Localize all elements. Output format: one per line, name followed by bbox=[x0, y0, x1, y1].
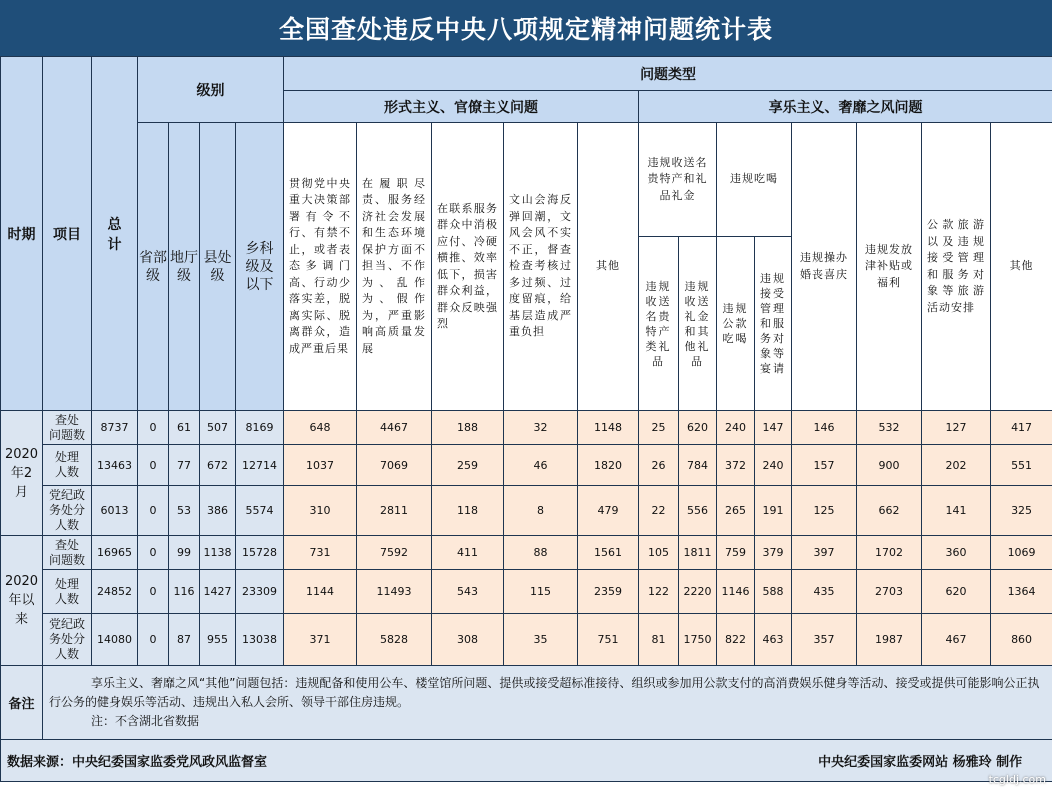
row-item-label: 党纪政 务处分 人数 bbox=[43, 614, 92, 666]
data-cell: 105 bbox=[639, 536, 679, 570]
formalism-col-1: 贯彻党中央重大决策部署有令不行、有禁不止，或者表态多调门高、行动少落实差，脱离实际、脱离群众，造成严重后果 bbox=[284, 123, 357, 411]
row-item-label: 党纪政 务处分 人数 bbox=[43, 486, 92, 536]
data-cell: 507 bbox=[200, 411, 236, 445]
data-cell: 551 bbox=[991, 445, 1052, 486]
data-cell: 61 bbox=[169, 411, 200, 445]
data-cell: 7069 bbox=[357, 445, 432, 486]
notes-line-2: 注：不含湖北省数据 bbox=[91, 714, 200, 728]
data-cell: 0 bbox=[138, 411, 169, 445]
hedonism-col-tourism: 公款旅游以及违规接受管理和服务对象等旅游活动安排 bbox=[922, 123, 991, 411]
table-row bbox=[1, 486, 1052, 536]
data-cell: 411 bbox=[432, 536, 504, 570]
row-item-label: 查处 问题数 bbox=[43, 411, 92, 445]
data-cell: 2220 bbox=[679, 570, 717, 614]
data-cell: 13463 bbox=[92, 445, 138, 486]
col-header-hedonism: 享乐主义、奢靡之风问题 bbox=[639, 91, 1052, 123]
data-cell: 397 bbox=[792, 536, 857, 570]
col-header-period: 时期 bbox=[1, 57, 43, 411]
data-cell: 310 bbox=[284, 486, 357, 536]
data-cell: 759 bbox=[717, 536, 755, 570]
data-cell: 202 bbox=[922, 445, 991, 486]
data-cell: 240 bbox=[755, 445, 792, 486]
notes-line-1: 享乐主义、奢靡之风“其他”问题包括：违规配备和使用公车、楼堂馆所问题、提供或接受超标准接待、组织或参加用公款支付的高消费娱乐健身等活动、接受或提供可能影响公正执行公务的健身娱乐等活动、违规出入私人会所、领导干部住房违规。 bbox=[49, 676, 1040, 709]
data-cell: 662 bbox=[857, 486, 922, 536]
data-cell: 35 bbox=[504, 614, 578, 666]
data-cell: 118 bbox=[432, 486, 504, 536]
data-cell: 87 bbox=[169, 614, 200, 666]
data-cell: 371 bbox=[284, 614, 357, 666]
data-cell: 731 bbox=[284, 536, 357, 570]
gift-col-specialty: 违规收送名贵特产类礼品 bbox=[639, 237, 679, 411]
col-header-item: 项目 bbox=[43, 57, 92, 411]
data-cell: 860 bbox=[991, 614, 1052, 666]
data-cell: 386 bbox=[200, 486, 236, 536]
data-cell: 88 bbox=[504, 536, 578, 570]
data-cell: 1427 bbox=[200, 570, 236, 614]
table-row bbox=[1, 614, 1052, 666]
data-cell: 0 bbox=[138, 570, 169, 614]
page-title: 全国查处违反中央八项规定精神问题统计表 bbox=[0, 0, 1052, 56]
data-cell: 125 bbox=[792, 486, 857, 536]
data-cell: 99 bbox=[169, 536, 200, 570]
data-cell: 2703 bbox=[857, 570, 922, 614]
col-header-problem-type: 问题类型 bbox=[284, 57, 1052, 91]
row-item-label: 处理 人数 bbox=[43, 445, 92, 486]
gift-col-cash: 违规收送礼金和其他礼品 bbox=[679, 237, 717, 411]
data-cell: 127 bbox=[922, 411, 991, 445]
data-cell: 46 bbox=[504, 445, 578, 486]
data-cell: 822 bbox=[717, 614, 755, 666]
data-cell: 1820 bbox=[578, 445, 639, 486]
data-cell: 11493 bbox=[357, 570, 432, 614]
data-cell: 588 bbox=[755, 570, 792, 614]
credit: 中央纪委国家监委网站 杨雅玲 制作 bbox=[818, 755, 1023, 770]
data-cell: 5574 bbox=[236, 486, 284, 536]
table-row bbox=[1, 445, 1052, 486]
data-cell: 308 bbox=[432, 614, 504, 666]
hedonism-col-subsidies: 违规发放津补贴或福利 bbox=[857, 123, 922, 411]
data-cell: 2811 bbox=[357, 486, 432, 536]
data-cell: 22 bbox=[639, 486, 679, 536]
data-cell: 1364 bbox=[991, 570, 1052, 614]
data-cell: 556 bbox=[679, 486, 717, 536]
data-cell: 25 bbox=[639, 411, 679, 445]
table-row bbox=[1, 536, 1052, 570]
data-cell: 900 bbox=[857, 445, 922, 486]
formalism-col-4: 文山会海反弹回潮，文风会风不实不正，督查检查考核过多过频、过度留痕，给基层造成严重负担 bbox=[504, 123, 578, 411]
data-cell: 543 bbox=[432, 570, 504, 614]
data-cell: 13038 bbox=[236, 614, 284, 666]
data-cell: 191 bbox=[755, 486, 792, 536]
data-cell: 620 bbox=[922, 570, 991, 614]
data-cell: 4467 bbox=[357, 411, 432, 445]
data-cell: 147 bbox=[755, 411, 792, 445]
data-cell: 141 bbox=[922, 486, 991, 536]
level-prefectural: 地厅 级 bbox=[169, 123, 200, 411]
data-cell: 0 bbox=[138, 536, 169, 570]
footer bbox=[1, 740, 1052, 782]
data-cell: 372 bbox=[717, 445, 755, 486]
data-cell: 532 bbox=[857, 411, 922, 445]
watermark: tcgldj.com bbox=[988, 773, 1046, 786]
notes-label: 备注 bbox=[1, 666, 43, 740]
data-cell: 32 bbox=[504, 411, 578, 445]
data-cell: 12714 bbox=[236, 445, 284, 486]
data-cell: 24852 bbox=[92, 570, 138, 614]
data-cell: 1069 bbox=[991, 536, 1052, 570]
data-cell: 259 bbox=[432, 445, 504, 486]
gift-group-header: 违规收送名贵特产和礼品礼金 bbox=[639, 123, 717, 237]
data-cell: 77 bbox=[169, 445, 200, 486]
data-cell: 1146 bbox=[717, 570, 755, 614]
data-cell: 955 bbox=[200, 614, 236, 666]
data-cell: 0 bbox=[138, 445, 169, 486]
data-cell: 15728 bbox=[236, 536, 284, 570]
data-cell: 672 bbox=[200, 445, 236, 486]
dine-col-banquet: 违规接受管理和服务对象等宴请 bbox=[755, 237, 792, 411]
data-cell: 479 bbox=[578, 486, 639, 536]
data-cell: 1987 bbox=[857, 614, 922, 666]
data-cell: 379 bbox=[755, 536, 792, 570]
data-cell: 81 bbox=[639, 614, 679, 666]
hedonism-col-other: 其他 bbox=[991, 123, 1052, 411]
period-cell: 2020 年2 月 bbox=[1, 411, 43, 536]
data-cell: 1811 bbox=[679, 536, 717, 570]
data-cell: 2359 bbox=[578, 570, 639, 614]
data-cell: 157 bbox=[792, 445, 857, 486]
data-cell: 115 bbox=[504, 570, 578, 614]
data-cell: 1561 bbox=[578, 536, 639, 570]
data-cell: 8 bbox=[504, 486, 578, 536]
data-cell: 26 bbox=[639, 445, 679, 486]
level-county: 县处 级 bbox=[200, 123, 236, 411]
data-cell: 1138 bbox=[200, 536, 236, 570]
formalism-col-other: 其他 bbox=[578, 123, 639, 411]
data-cell: 8169 bbox=[236, 411, 284, 445]
data-cell: 6013 bbox=[92, 486, 138, 536]
formalism-col-3: 在联系服务群众中消极应付、冷硬横推、效率低下，损害群众利益，群众反映强烈 bbox=[432, 123, 504, 411]
level-provincial: 省部 级 bbox=[138, 123, 169, 411]
data-cell: 116 bbox=[169, 570, 200, 614]
table-row bbox=[1, 570, 1052, 614]
data-cell: 1702 bbox=[857, 536, 922, 570]
dine-group-header: 违规吃喝 bbox=[717, 123, 792, 237]
data-cell: 417 bbox=[991, 411, 1052, 445]
data-cell: 16965 bbox=[92, 536, 138, 570]
data-cell: 360 bbox=[922, 536, 991, 570]
data-cell: 188 bbox=[432, 411, 504, 445]
row-item-label: 处理 人数 bbox=[43, 570, 92, 614]
hedonism-col-weddings: 违规操办婚丧喜庆 bbox=[792, 123, 857, 411]
notes-text bbox=[43, 666, 1052, 740]
data-cell: 620 bbox=[679, 411, 717, 445]
data-source: 数据来源：中央纪委国家监委党风政风监督室 bbox=[7, 755, 268, 770]
data-cell: 325 bbox=[991, 486, 1052, 536]
data-cell: 0 bbox=[138, 486, 169, 536]
period-cell: 2020 年以 来 bbox=[1, 536, 43, 666]
data-cell: 240 bbox=[717, 411, 755, 445]
data-cell: 1750 bbox=[679, 614, 717, 666]
data-cell: 467 bbox=[922, 614, 991, 666]
data-cell: 784 bbox=[679, 445, 717, 486]
col-header-formalism: 形式主义、官僚主义问题 bbox=[284, 91, 639, 123]
formalism-col-2: 在履职尽责、服务经济社会发展和生态环境保护方面不担当、不作为、乱作为、假作为，严重影响高质量发展 bbox=[357, 123, 432, 411]
level-township: 乡科 级及 以下 bbox=[236, 123, 284, 411]
data-cell: 146 bbox=[792, 411, 857, 445]
col-header-total: 总 计 bbox=[92, 57, 138, 411]
data-cell: 265 bbox=[717, 486, 755, 536]
data-cell: 435 bbox=[792, 570, 857, 614]
data-cell: 8737 bbox=[92, 411, 138, 445]
data-cell: 7592 bbox=[357, 536, 432, 570]
row-item-label: 查处 问题数 bbox=[43, 536, 92, 570]
data-cell: 357 bbox=[792, 614, 857, 666]
data-cell: 751 bbox=[578, 614, 639, 666]
data-cell: 1037 bbox=[284, 445, 357, 486]
data-cell: 122 bbox=[639, 570, 679, 614]
data-cell: 23309 bbox=[236, 570, 284, 614]
data-cell: 463 bbox=[755, 614, 792, 666]
data-cell: 0 bbox=[138, 614, 169, 666]
table-row bbox=[1, 411, 1052, 445]
data-cell: 1144 bbox=[284, 570, 357, 614]
data-cell: 5828 bbox=[357, 614, 432, 666]
col-header-level-group: 级别 bbox=[138, 57, 284, 123]
data-cell: 1148 bbox=[578, 411, 639, 445]
statistics-table bbox=[0, 56, 1052, 782]
data-cell: 53 bbox=[169, 486, 200, 536]
data-cell: 14080 bbox=[92, 614, 138, 666]
dine-col-public: 违规公款吃喝 bbox=[717, 237, 755, 411]
data-cell: 648 bbox=[284, 411, 357, 445]
